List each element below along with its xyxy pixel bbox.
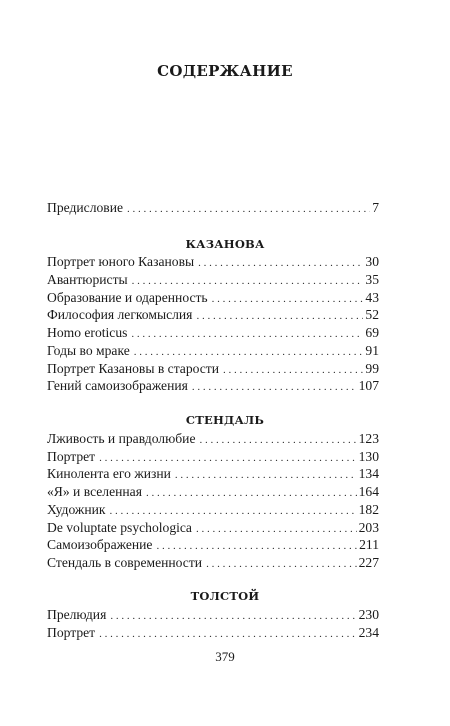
dot-leader [175,466,357,484]
toc-entry[interactable] [47,430,379,448]
toc-entry-title: «Я» и вселенная [47,484,142,499]
toc-entry-title: De voluptate psychologica [47,520,192,535]
toc-entry[interactable] [47,465,379,483]
toc-entry[interactable] [47,377,379,395]
dot-leader [110,607,356,625]
toc-entry-title: Гений самоизображения [47,378,188,393]
toc-entry-title: Homo eroticus [47,325,128,340]
toc-entry[interactable] [47,253,379,271]
toc-entry[interactable] [47,360,379,378]
toc-entry-preface[interactable] [47,199,379,217]
dot-leader [198,254,363,272]
toc-entry-page: 43 [365,290,379,305]
section-heading-tolstoy: ТОЛСТОЙ [190,589,260,603]
dot-leader [192,378,357,396]
page-number: 379 [215,649,235,664]
toc-entry[interactable] [47,483,379,501]
toc-entry-page: 234 [358,625,379,640]
toc-entry[interactable] [47,289,379,307]
toc-entry[interactable] [47,606,379,624]
toc-entry-page: 230 [358,607,379,622]
toc-entry-title: Философия легкомыслия [47,307,193,322]
toc-entry-title: Кинолента его жизни [47,466,171,481]
dot-leader [146,484,357,502]
page-title: СОДЕРЖАНИЕ [157,62,293,80]
toc-entry-title: Прелюдия [47,607,107,622]
toc-entry-title: Портрет [47,625,96,640]
toc-entry-title: Портрет Казановы в старости [47,361,220,376]
dot-leader [127,200,370,218]
dot-leader [99,625,357,643]
toc-entry-page: 35 [365,272,379,287]
toc-entry-page: 164 [358,484,379,499]
toc-entry[interactable] [47,554,379,572]
toc-entry-page: 130 [358,449,379,464]
toc-entry-title: Портрет [47,449,96,464]
toc-entry-page: 227 [358,555,379,570]
toc-entry-title: Художник [47,502,106,517]
toc-entry-title: Предисловие [47,200,124,215]
toc-entry-page: 7 [372,200,379,215]
toc-entry[interactable] [47,271,379,289]
dot-leader [199,431,356,449]
toc-entry-title: Авантюристы [47,272,128,287]
dot-leader [196,307,363,325]
toc-entry-title: Лживость и правдолюбие [47,431,196,446]
toc-entry[interactable] [47,342,379,360]
toc-entry-page: 107 [358,378,379,393]
toc-entry-page: 123 [358,431,379,446]
dot-leader [206,555,357,573]
toc-entry[interactable] [47,448,379,466]
section-heading-kazanova: КАЗАНОВА [185,237,265,251]
toc-entry[interactable] [47,501,379,519]
toc-entry[interactable] [47,306,379,324]
dot-leader [109,502,356,520]
dot-leader [131,325,363,343]
toc-entry-page: 91 [365,343,379,358]
toc-entry-page: 182 [358,502,379,517]
toc-entry-page: 211 [359,537,379,552]
toc-entry[interactable] [47,519,379,537]
toc-entry-page: 69 [365,325,379,340]
toc-entry-title: Образование и одаренность [47,290,208,305]
toc-entry-title: Портрет юного Казановы [47,254,195,269]
toc-entry-title: Самоизображение [47,537,153,552]
toc-entry[interactable] [47,324,379,342]
toc-entry-page: 52 [365,307,379,322]
toc-entry-title: Стендаль в современности [47,555,203,570]
toc-entry-page: 134 [358,466,379,481]
section-heading-stendal: СТЕНДАЛЬ [185,413,265,427]
dot-leader [156,537,357,555]
toc-entry-page: 203 [358,520,379,535]
toc-entry[interactable] [47,624,379,642]
toc-entry-title: Годы во мраке [47,343,130,358]
toc-entry[interactable] [47,536,379,554]
toc-entry-page: 99 [365,361,379,376]
dot-leader [132,272,364,290]
dot-leader [134,343,364,361]
toc-entry-page: 30 [365,254,379,269]
